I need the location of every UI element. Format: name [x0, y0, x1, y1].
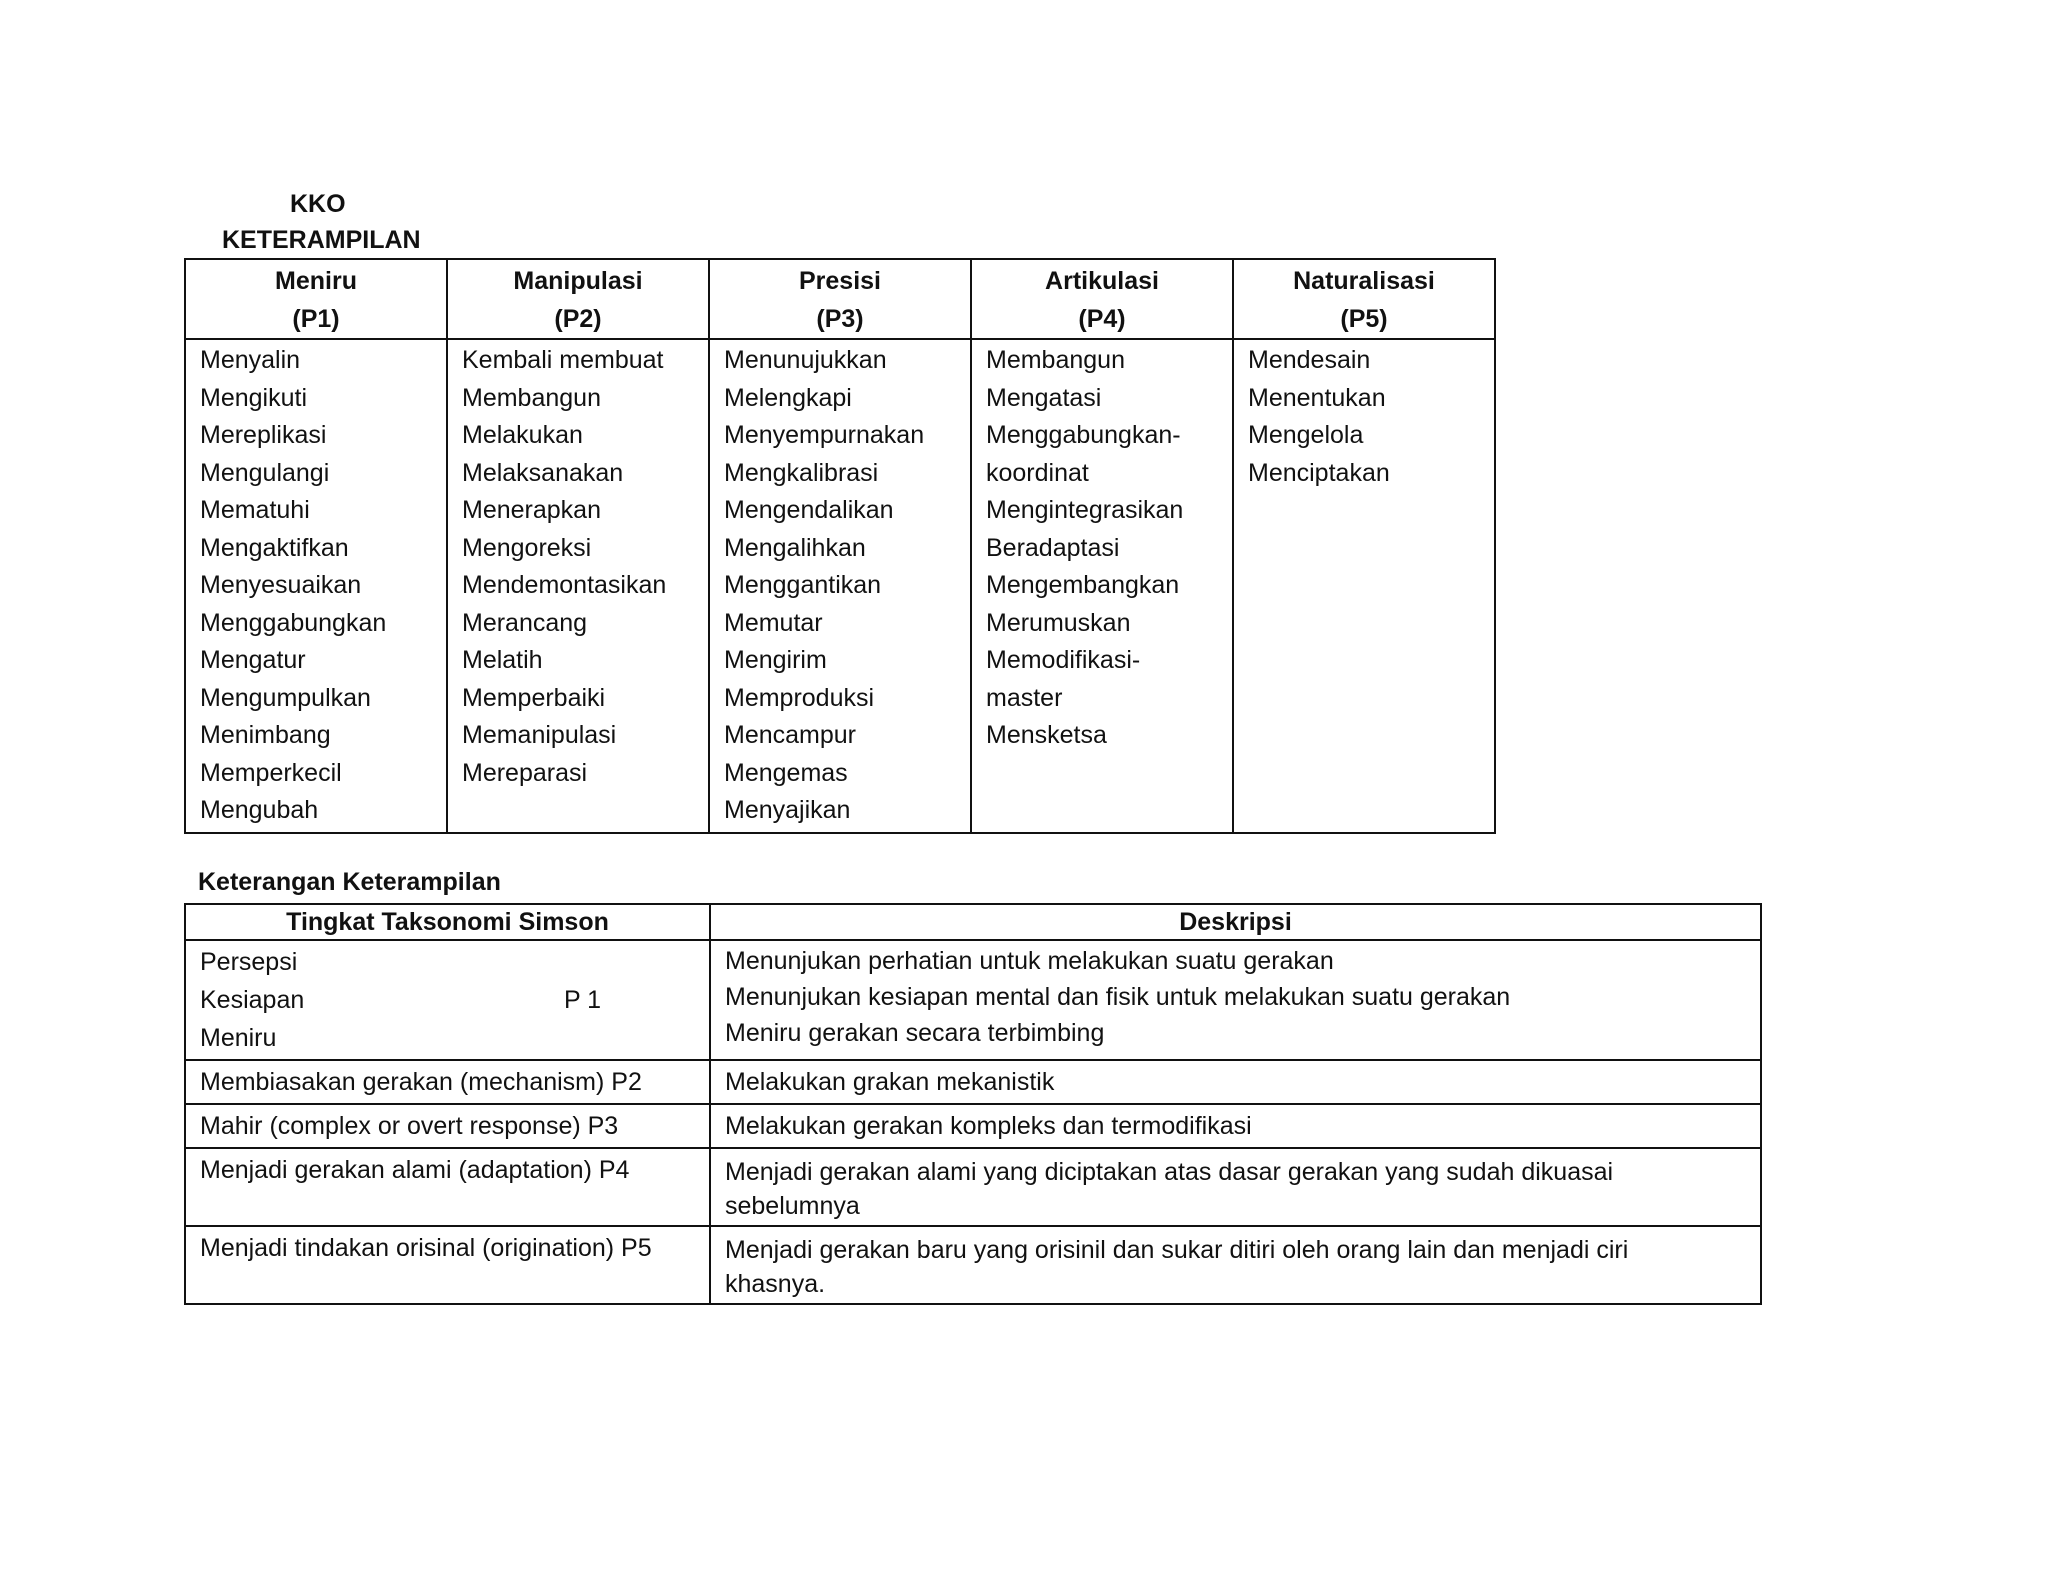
page-subtitle: KETERAMPILAN: [222, 226, 421, 254]
verb-item: Kembali membuat: [462, 346, 664, 374]
verb-item: Mengaktifkan: [200, 533, 349, 562]
verb-item: Mengubah: [200, 796, 319, 824]
verb-item: Mengemas: [724, 758, 848, 787]
verb-item: Memodifikasi-: [986, 646, 1141, 674]
verb-item: Mengatasi: [986, 383, 1102, 412]
verb-item: Beradaptasi: [986, 533, 1120, 562]
table-row: [185, 1226, 1761, 1304]
verb-item: Menciptakan: [1248, 458, 1390, 487]
column-header-level: Tingkat Taksonomi Simson: [185, 904, 710, 940]
verb-list-p3: [709, 339, 971, 833]
verb-item: Memperbaiki: [462, 683, 606, 712]
desc-text: Menunjukan perhatian untuk melakukan suatu gerakan: [725, 947, 1334, 975]
level-cell: Menjadi gerakan alami (adaptation) P4: [185, 1148, 710, 1226]
table-row: [185, 1148, 1761, 1226]
verb-item: master: [986, 683, 1063, 712]
verb-item: Melatih: [462, 646, 543, 674]
verb-item: Menentukan: [1248, 383, 1386, 412]
verb-item: Melakukan: [462, 421, 583, 449]
verb-item: Mengirim: [724, 646, 827, 674]
level-cell: Mahir (complex or overt response) P3: [185, 1104, 710, 1148]
verb-item: Memperkecil: [200, 758, 342, 787]
verb-item: Mensketsa: [986, 721, 1107, 749]
verb-item: Mencampur: [724, 721, 856, 749]
verb-item: Membangun: [462, 383, 601, 412]
verb-item: Merumuskan: [986, 608, 1131, 637]
page-title: KKO: [290, 190, 346, 218]
verb-item: Memutar: [724, 608, 823, 637]
column-header-desc: Deskripsi: [710, 904, 1761, 940]
verb-item: Mereplikasi: [200, 421, 327, 449]
column-header-p3: Presisi (P3): [709, 259, 971, 339]
section-title: Keterangan Keterampilan: [198, 868, 501, 896]
level-text: Kesiapan: [200, 986, 305, 1014]
column-header-p5: Naturalisasi (P5): [1233, 259, 1495, 339]
verb-item: Merancang: [462, 608, 588, 637]
table-row: [185, 1060, 1761, 1104]
verb-item: Menyempurnakan: [724, 421, 925, 449]
verb-item: Mematuhi: [200, 496, 310, 524]
verb-item: Menyajikan: [724, 796, 851, 824]
desc-text: Meniru gerakan secara terbimbing: [725, 1019, 1105, 1047]
desc-cell: Menjadi gerakan baru yang orisinil dan sukar ditiri oleh orang lain dan menjadi ciri khasnya.: [710, 1226, 1761, 1304]
keterangan-header-row: [185, 904, 1761, 940]
verb-item: Menggabungkan: [200, 608, 387, 637]
verb-list-p4: [971, 339, 1233, 833]
verb-item: Mengikuti: [200, 383, 307, 412]
desc-text: Menunjukan kesiapan mental dan fisik untuk melakukan suatu gerakan: [725, 983, 1511, 1011]
column-header-p2: Manipulasi (P2): [447, 259, 709, 339]
desc-cell: Menjadi gerakan alami yang diciptakan atas dasar gerakan yang sudah dikuasai sebelumnya: [710, 1148, 1761, 1226]
verb-list-p5: [1233, 339, 1495, 833]
column-header-p1: Meniru (P1): [185, 259, 447, 339]
level-cell: Membiasakan gerakan (mechanism) P2: [185, 1060, 710, 1104]
level-text: Meniru: [200, 1024, 277, 1052]
verb-item: Mengalihkan: [724, 533, 866, 562]
desc-cell: Melakukan grakan mekanistik: [710, 1060, 1761, 1104]
verb-item: Membangun: [986, 346, 1125, 374]
verb-item: Mengulangi: [200, 458, 330, 487]
kko-table: [184, 258, 1496, 834]
verb-item: Mengoreksi: [462, 533, 592, 562]
level-text: Persepsi: [200, 948, 298, 976]
verb-item: koordinat: [986, 458, 1089, 487]
verb-item: Mengumpulkan: [200, 683, 371, 712]
verb-item: Mengkalibrasi: [724, 458, 879, 487]
verb-item: Menyesuaikan: [200, 571, 362, 599]
verb-item: Memproduksi: [724, 683, 875, 712]
table-row: [185, 940, 1761, 1060]
kko-body-row: [185, 339, 1495, 833]
verb-item: Mengendalikan: [724, 496, 894, 524]
column-header-p4: Artikulasi (P4): [971, 259, 1233, 339]
desc-cell: [710, 940, 1761, 1060]
verb-item: Melaksanakan: [462, 458, 624, 487]
keterangan-table: [184, 903, 1762, 1305]
verb-item: Mendesain: [1248, 346, 1371, 374]
verb-item: Menimbang: [200, 721, 331, 749]
verb-item: Mengintegrasikan: [986, 496, 1184, 524]
verb-item: Menerapkan: [462, 496, 601, 524]
level-cell: [185, 940, 710, 1060]
verb-item: Mengembangkan: [986, 571, 1180, 599]
desc-cell: Melakukan gerakan kompleks dan termodifikasi: [710, 1104, 1761, 1148]
verb-list-p1: [185, 339, 447, 833]
verb-item: Mengatur: [200, 646, 306, 674]
verb-item: Mengelola: [1248, 421, 1364, 449]
table-row: [185, 1104, 1761, 1148]
verb-item: Menggabungkan-: [986, 421, 1181, 449]
verb-item: Mendemontasikan: [462, 571, 667, 599]
verb-item: Menyalin: [200, 346, 301, 374]
verb-item: Mereparasi: [462, 758, 588, 787]
level-code: P 1: [564, 986, 602, 1014]
kko-header-row: [185, 259, 1495, 339]
verb-list-p2: [447, 339, 709, 833]
verb-item: Menggantikan: [724, 571, 882, 599]
verb-item: Memanipulasi: [462, 721, 617, 749]
verb-item: Menunujukkan: [724, 346, 887, 374]
verb-item: Melengkapi: [724, 383, 852, 412]
level-cell: Menjadi tindakan orisinal (origination) P5: [185, 1226, 710, 1304]
